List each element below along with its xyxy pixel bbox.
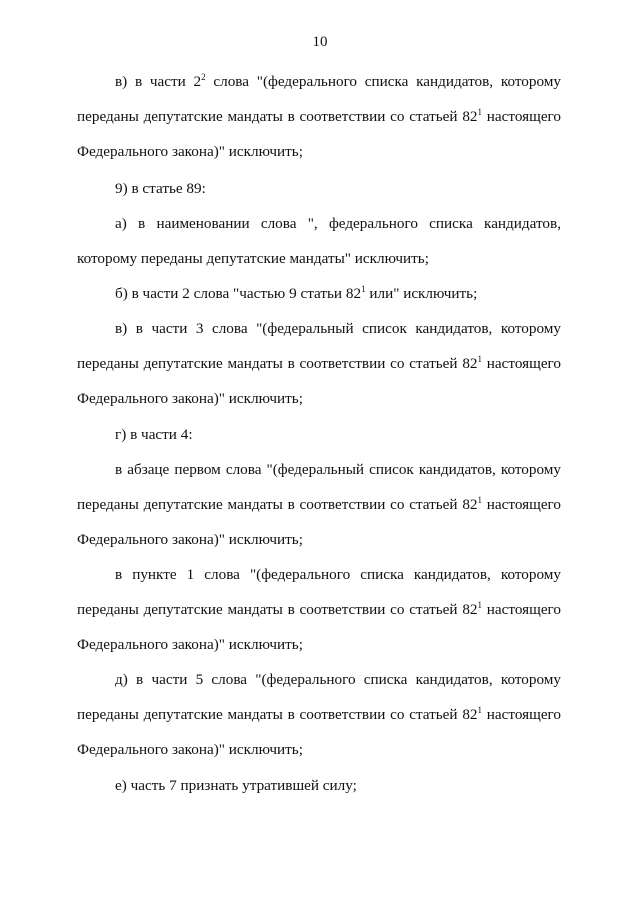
text-line: переданы депутатские мандаты в соответствии со статьей $82^1$ настоящего bbox=[77, 107, 562, 125]
text-line: д) в части 5 слова "(федерального списка кандидатов, которому bbox=[115, 671, 561, 688]
text-line: Федерального закона)" исключить; bbox=[77, 143, 303, 160]
text-line: в) в части 3 слова "(федеральный список кандидатов, которому bbox=[115, 320, 561, 337]
text-line: Федерального закона)" исключить; bbox=[77, 741, 303, 758]
page-number: 10 bbox=[312, 34, 328, 50]
text-line: б) в части 2 слова "частью 9 статьи $82^1$ или" исключить; bbox=[115, 284, 478, 302]
text-line: а) в наименовании слова ", федерального списка кандидатов, bbox=[115, 215, 561, 232]
text-line: Федерального закона)" исключить; bbox=[77, 636, 303, 653]
text-line: в пункте 1 слова "(федерального списка кандидатов, которому bbox=[115, 566, 561, 583]
text-line: переданы депутатские мандаты в соответствии со статьей $82^1$ настоящего bbox=[77, 600, 562, 618]
text-line: Федерального закона)" исключить; bbox=[77, 390, 303, 407]
text-line: 9) в статье 89: bbox=[115, 180, 206, 197]
text-line: Федерального закона)" исключить; bbox=[77, 531, 303, 548]
text-line: которому переданы депутатские мандаты" исключить; bbox=[77, 250, 429, 267]
text-line: г) в части 4: bbox=[115, 426, 193, 443]
text-line: е) часть 7 признать утратившей силу; bbox=[115, 777, 357, 794]
text-line: переданы депутатские мандаты в соответствии со статьей $82^1$ настоящего bbox=[77, 705, 562, 723]
text-line: переданы депутатские мандаты в соответствии со статьей $82^1$ настоящего bbox=[77, 495, 562, 513]
text-line: в) в части $2^2$ слова "(федерального списка кандидатов, которому bbox=[115, 72, 561, 90]
text-line: в абзаце первом слова "(федеральный список кандидатов, которому bbox=[115, 461, 561, 478]
text-line: переданы депутатские мандаты в соответствии со статьей $82^1$ настоящего bbox=[77, 354, 562, 372]
